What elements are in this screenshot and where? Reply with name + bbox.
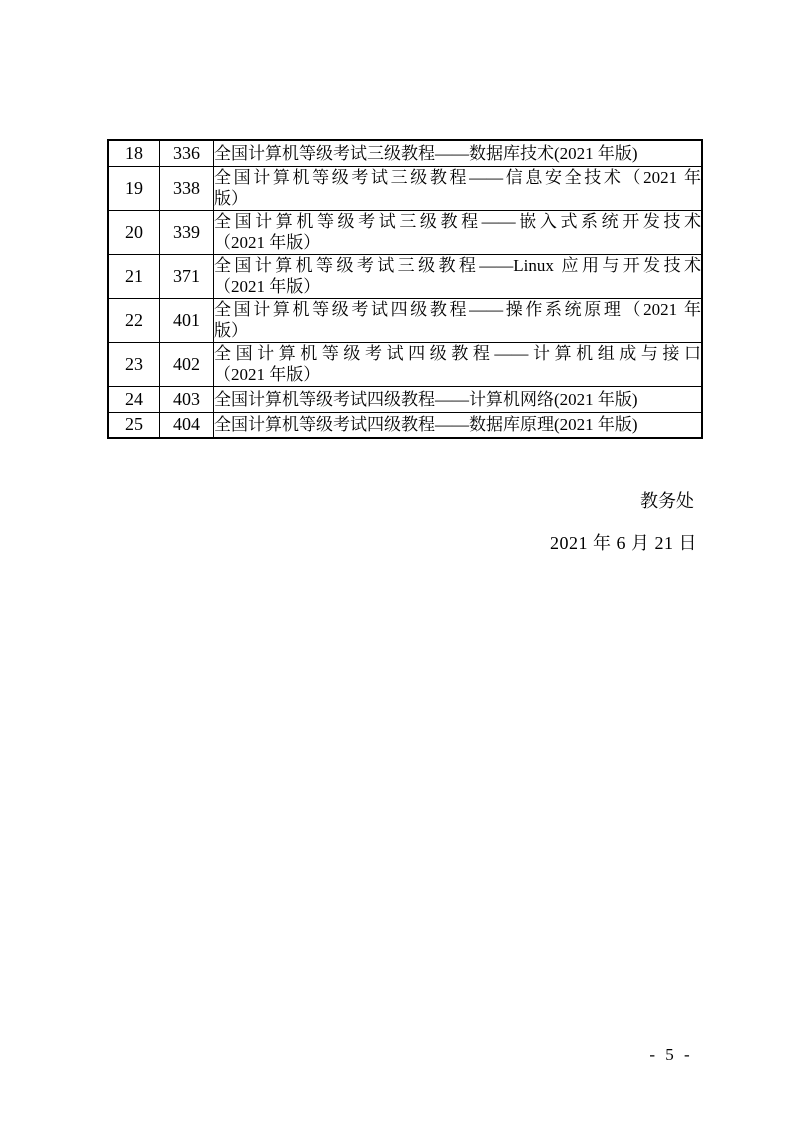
textbook-table-body: [108, 140, 702, 438]
book-title-cell: [214, 140, 703, 166]
row-number-cell: 20: [108, 210, 160, 254]
book-title-cell: [214, 166, 703, 210]
book-title-line: （2021 年版）: [214, 233, 321, 252]
book-title-line: 版）: [214, 189, 248, 208]
signature-block: [550, 490, 697, 554]
page-number: - 5 -: [649, 1045, 693, 1064]
book-title-cell: [214, 386, 703, 412]
book-code-cell: 403: [160, 386, 214, 412]
book-code-cell: 338: [160, 166, 214, 210]
book-title-line: 全国计算机等级考试四级教程——数据库原理(2021 年版): [214, 415, 638, 435]
book-code-cell: 371: [160, 254, 214, 298]
row-number-cell: 23: [108, 342, 160, 386]
table-row: [108, 166, 702, 210]
row-number-cell: 19: [108, 166, 160, 210]
table-row: [108, 298, 702, 342]
row-number-cell: 25: [108, 412, 160, 438]
textbook-table: [107, 139, 703, 439]
row-number-cell: 21: [108, 254, 160, 298]
table-row: [108, 412, 702, 438]
row-number-cell: 18: [108, 140, 160, 166]
table-row: [108, 386, 702, 412]
row-number-cell: 22: [108, 298, 160, 342]
book-title-line: （2021 年版）: [214, 365, 321, 384]
table-row: [108, 210, 702, 254]
table-row: [108, 342, 702, 386]
book-title-line: 全国计算机等级考试三级教程——Linux 应用与开发技术: [214, 256, 701, 275]
book-title-line: 全国计算机等级考试四级教程——计算机组成与接口: [214, 344, 701, 363]
book-title-line: 全国计算机等级考试三级教程——数据库技术(2021 年版): [214, 143, 638, 163]
book-code-cell: 404: [160, 412, 214, 438]
book-code-cell: 339: [160, 210, 214, 254]
row-number-cell: 24: [108, 386, 160, 412]
book-title-line: 全国计算机等级考试四级教程——计算机网络(2021 年版): [214, 389, 638, 409]
book-title-cell: [214, 412, 703, 438]
department-name: 教务处: [640, 491, 694, 511]
book-code-cell: 402: [160, 342, 214, 386]
book-code-cell: 336: [160, 140, 214, 166]
book-title-cell: [214, 298, 703, 342]
book-title-line: 全国计算机等级考试三级教程——信息安全技术（2021 年: [214, 168, 701, 187]
book-title-line: 版）: [214, 321, 248, 340]
book-code-cell: 401: [160, 298, 214, 342]
book-title-cell: [214, 342, 703, 386]
book-title-line: 全国计算机等级考试三级教程——嵌入式系统开发技术: [214, 212, 701, 231]
book-title-cell: [214, 254, 703, 298]
table-row: [108, 254, 702, 298]
book-title-line: 全国计算机等级考试四级教程——操作系统原理（2021 年: [214, 300, 701, 319]
book-title-cell: [214, 210, 703, 254]
issue-date: 2021 年 6 月 21 日: [550, 533, 697, 553]
table-row: [108, 140, 702, 166]
book-title-line: （2021 年版）: [214, 277, 321, 296]
